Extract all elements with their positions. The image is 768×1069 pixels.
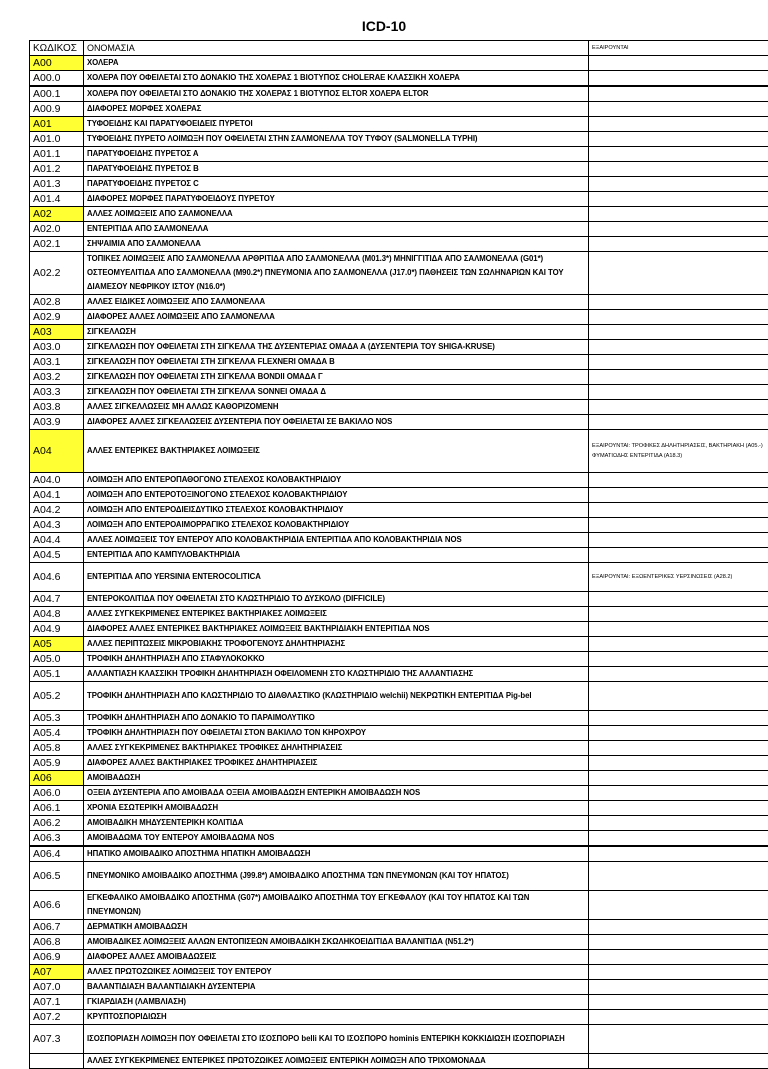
icd-table (29, 40, 768, 1069)
excluded-cell (589, 965, 768, 980)
category-row (30, 430, 768, 473)
code-cell: A06.2 (30, 816, 84, 831)
excluded-cell (589, 71, 768, 87)
table-row (30, 1054, 768, 1069)
name-cell: ΑΛΛΕΣ ΕΝΤΕΡΙΚΕΣ ΒΑΚΤΗΡΙΑΚΕΣ ΛΟΙΜΩΞΕΙΣ (84, 430, 589, 473)
name-cell: ΧΟΛΕΡΑ (84, 56, 589, 71)
document-title: ICD-10 (0, 18, 768, 34)
name-cell: ΚΡΥΠΤΟΣΠΟΡΙΔΙΩΣΗ (84, 1010, 589, 1025)
name-cell: ΕΓΚΕΦΑΛΙΚΟ ΑΜΟΙΒΑΔΙΚΟ ΑΠΟΣΤΗΜΑ (G07*) ΑΜΟΙΒΑΔΙΚΟ ΑΠΟΣΤΗΜΑ ΤΟΥ ΕΓΚΕΦΑΛΟΥ (ΚΑΙ ΤΟΥ ΗΠΑΤΟΣ ΚΑΙ ΤΩΝ ΠΝΕΥΜΟΝΩΝ) (84, 891, 589, 920)
header-excluded: ΕΞΑΙΡΟΥΝΤΑΙ (589, 41, 768, 56)
name-cell: ΑΛΛΕΣ ΣΥΓΚΕΚΡΙΜΕΝΕΣ ΕΝΤΕΡΙΚΕΣ ΠΡΩΤΟΖΩΙΚΕΣ ΛΟΙΜΩΞΕΙΣ ΕΝΤΕΡΙΚΗ ΛΟΙΜΩΞΗ ΑΠΟ ΤΡΙΧΟΜΟΝΑΔΑ (84, 1054, 589, 1069)
category-row (30, 771, 768, 786)
excluded-cell (589, 310, 768, 325)
name-cell: ΑΛΛΑΝΤΙΑΣΗ ΚΛΑΣΣΙΚΗ ΤΡΟΦΙΚΗ ΔΗΛΗΤΗΡΙΑΣΗ ΟΦΕΙΛΟΜΕΝΗ ΣΤΟ ΚΛΩΣΤΗΡΙΔΙΟ ΤΗΣ ΑΛΛΑΝΤΙΑΣΗΣ (84, 667, 589, 682)
table-row (30, 891, 768, 920)
code-cell: A01.0 (30, 132, 84, 147)
code-cell: A02 (30, 207, 84, 222)
table-row (30, 980, 768, 995)
excluded-cell (589, 177, 768, 192)
table-row (30, 801, 768, 816)
name-cell: ΤΡΟΦΙΚΗ ΔΗΛΗΤΗΡΙΑΣΗ ΑΠΟ ΔΟΝΑΚΙΟ ΤΟ ΠΑΡΑΙΜΟΛΥΤΙΚΟ (84, 711, 589, 726)
table-row (30, 935, 768, 950)
table-row (30, 385, 768, 400)
code-cell: A05.1 (30, 667, 84, 682)
code-cell: A07 (30, 965, 84, 980)
excluded-cell (589, 1054, 768, 1069)
name-cell: ΑΛΛΕΣ ΛΟΙΜΩΞΕΙΣ ΤΟΥ ΕΝΤΕΡΟΥ ΑΠΟ ΚΟΛΟΒΑΚΤΗΡΙΔΙΑ ΕΝΤΕΡΙΤΙΔΑ ΑΠΟ ΚΟΛΟΒΑΚΤΗΡΙΔΙΑ NOS (84, 533, 589, 548)
table-row (30, 355, 768, 370)
name-cell: ΑΜΟΙΒΑΔΙΚΗ ΜΗΔΥΣΕΝΤΕΡΙΚΗ ΚΟΛΙΤΙΔΑ (84, 816, 589, 831)
name-cell: ΙΣΟΣΠΟΡΙΑΣΗ ΛΟΙΜΩΞΗ ΠΟΥ ΟΦΕΙΛΕΤΑΙ ΣΤΟ ΙΣΟΣΠΟΡΟ belli ΚΑΙ ΤΟ ΙΣΟΣΠΟΡΟ hominis ΕΝΤΕΡΙΚΗ ΚΟΚΚΙΔΙΩΣΗ ΙΣΟΣΠΟΡΙΑΣΗ (84, 1025, 589, 1054)
excluded-cell (589, 935, 768, 950)
header-code: ΚΩΔΙΚΟΣ (30, 41, 84, 56)
name-cell: ΛΟΙΜΩΞΗ ΑΠΟ ΕΝΤΕΡΟΑΙΜΟΡΡΑΓΙΚΟ ΣΤΕΛΕΧΟΣ ΚΟΛΟΒΑΚΤΗΡΙΔΙΟΥ (84, 518, 589, 533)
name-cell: ΤΡΟΦΙΚΗ ΔΗΛΗΤΗΡΙΑΣΗ ΑΠΟ ΣΤΑΦΥΛΟΚΟΚΚΟ (84, 652, 589, 667)
excluded-cell (589, 473, 768, 488)
table-row (30, 310, 768, 325)
excluded-cell (589, 56, 768, 71)
code-cell (30, 1054, 84, 1069)
name-cell: ΑΛΛΕΣ ΕΙΔΙΚΕΣ ΛΟΙΜΩΞΕΙΣ ΑΠΟ ΣΑΛΜΟΝΕΛΛΑ (84, 295, 589, 310)
excluded-cell (589, 607, 768, 622)
table-row (30, 295, 768, 310)
code-cell: A00.1 (30, 86, 84, 102)
excluded-cell (589, 980, 768, 995)
table-row (30, 592, 768, 607)
code-cell: A06 (30, 771, 84, 786)
code-cell: A05.0 (30, 652, 84, 667)
code-cell: A03.0 (30, 340, 84, 355)
name-cell: ΣΙΓΚΕΛΛΩΣΗ ΠΟΥ ΟΦΕΙΛΕΤΑΙ ΣΤΗ ΣΙΓΚΕΛΛΑ FLEXNERI ΟΜΑΔΑ Β (84, 355, 589, 370)
name-cell: ΛΟΙΜΩΞΗ ΑΠΟ ΕΝΤΕΡΟΠΑΘΟΓΟΝΟ ΣΤΕΛΕΧΟΣ ΚΟΛΟΒΑΚΤΗΡΙΔΙΟΥ (84, 473, 589, 488)
name-cell: ΗΠΑΤΙΚΟ ΑΜΟΙΒΑΔΙΚΟ ΑΠΟΣΤΗΜΑ ΗΠΑΤΙΚΗ ΑΜΟΙΒΑΔΩΣΗ (84, 846, 589, 862)
table-row (30, 415, 768, 430)
code-cell: A00.9 (30, 102, 84, 117)
code-cell: A01.4 (30, 192, 84, 207)
code-cell: A04.3 (30, 518, 84, 533)
category-row (30, 117, 768, 132)
code-cell: A05.4 (30, 726, 84, 741)
category-row (30, 965, 768, 980)
table-row (30, 1025, 768, 1054)
excluded-cell (589, 862, 768, 891)
excluded-cell (589, 162, 768, 177)
excluded-cell (589, 400, 768, 415)
code-cell: A06.0 (30, 786, 84, 801)
table-row (30, 488, 768, 503)
code-cell: A03.9 (30, 415, 84, 430)
name-cell: ΣΙΓΚΕΛΛΩΣΗ (84, 325, 589, 340)
code-cell: A01.1 (30, 147, 84, 162)
excluded-cell (589, 488, 768, 503)
table-row (30, 132, 768, 147)
table-row (30, 652, 768, 667)
excluded-cell: ΕΞΑΙΡΟΥΝΤΑΙ: ΤΡΟΦΙΚΕΣ ΔΗΛΗΤΗΡΙΑΣΕΙΣ, ΒΑΚΤΗΡΙΑΚΗ (Α05.-) ΦΥΜΑΤΙΩΔΗΣ ΕΝΤΕΡΙΤΙΔΑ (Α18.3) (589, 430, 768, 473)
code-cell: A06.9 (30, 950, 84, 965)
code-cell: A05.3 (30, 711, 84, 726)
table-row (30, 862, 768, 891)
code-cell: A06.7 (30, 920, 84, 935)
code-cell: A05.8 (30, 741, 84, 756)
excluded-cell (589, 340, 768, 355)
excluded-cell (589, 801, 768, 816)
name-cell: ΒΑΛΑΝΤΙΔΙΑΣΗ ΒΑΛΑΝΤΙΔΙΑΚΗ ΔΥΣΕΝΤΕΡΙΑ (84, 980, 589, 995)
code-cell: A04.7 (30, 592, 84, 607)
table-row (30, 548, 768, 563)
code-cell: A02.9 (30, 310, 84, 325)
name-cell: ΓΚΙΑΡΔΙΑΣΗ (ΛΑΜΒΛΙΑΣΗ) (84, 995, 589, 1010)
table-row (30, 222, 768, 237)
table-row (30, 950, 768, 965)
excluded-cell (589, 652, 768, 667)
name-cell: ΔΙΑΦΟΡΕΣ ΜΟΡΦΕΣ ΧΟΛΕΡΑΣ (84, 102, 589, 117)
name-cell: ΑΛΛΕΣ ΣΥΓΚΕΚΡΙΜΕΝΕΣ ΕΝΤΕΡΙΚΕΣ ΒΑΚΤΗΡΙΑΚΕΣ ΛΟΙΜΩΞΕΙΣ (84, 607, 589, 622)
excluded-cell (589, 667, 768, 682)
name-cell: ΧΡΟΝΙΑ ΕΣΩΤΕΡΙΚΗ ΑΜΟΙΒΑΔΩΣΗ (84, 801, 589, 816)
name-cell: ΠΑΡΑΤΥΦΟΕΙΔΗΣ ΠΥΡΕΤΟΣ Α (84, 147, 589, 162)
excluded-cell (589, 252, 768, 295)
code-cell: A04.5 (30, 548, 84, 563)
table-row (30, 340, 768, 355)
name-cell: ΛΟΙΜΩΞΗ ΑΠΟ ΕΝΤΕΡΟΔΙΕΙΣΔΥΤΙΚΟ ΣΤΕΛΕΧΟΣ ΚΟΛΟΒΑΚΤΗΡΙΔΙΟΥ (84, 503, 589, 518)
excluded-cell (589, 355, 768, 370)
name-cell: ΑΛΛΕΣ ΣΥΓΚΕΚΡΙΜΕΝΕΣ ΒΑΚΤΗΡΙΑΚΕΣ ΤΡΟΦΙΚΕΣ ΔΗΛΗΤΗΡΙΑΣΕΙΣ (84, 741, 589, 756)
name-cell: ΠΑΡΑΤΥΦΟΕΙΔΗΣ ΠΥΡΕΤΟΣ C (84, 177, 589, 192)
excluded-cell (589, 920, 768, 935)
excluded-cell (589, 1025, 768, 1054)
name-cell: ΣΙΓΚΕΛΛΩΣΗ ΠΟΥ ΟΦΕΙΛΕΤΑΙ ΣΤΗ ΣΙΓΚΕΛΛΑ ΤΗΣ ΔΥΣΕΝΤΕΡΙΑΣ ΟΜΑΔΑ Α (ΔΥΣΕΝΤΕΡΙΑ ΤΟΥ SHIGA-KRUSE) (84, 340, 589, 355)
name-cell: ΔΙΑΦΟΡΕΣ ΑΛΛΕΣ ΛΟΙΜΩΞΕΙΣ ΑΠΟ ΣΑΛΜΟΝΕΛΛΑ (84, 310, 589, 325)
table-row (30, 563, 768, 592)
excluded-cell (589, 771, 768, 786)
table-row (30, 400, 768, 415)
name-cell: ΔΙΑΦΟΡΕΣ ΑΛΛΕΣ ΕΝΤΕΡΙΚΕΣ ΒΑΚΤΗΡΙΑΚΕΣ ΛΟΙΜΩΞΕΙΣ ΒΑΚΤΗΡΙΔΙΑΚΗ ΕΝΤΕΡΙΤΙΔΑ NOS (84, 622, 589, 637)
code-cell: A03.8 (30, 400, 84, 415)
name-cell: ΤΥΦΟΕΙΔΗΣ ΠΥΡΕΤΟ ΛΟΙΜΩΞΗ ΠΟΥ ΟΦΕΙΛΕΤΑΙ ΣΤΗΝ ΣΑΛΜΟΝΕΛΛΑ ΤΟΥ ΤΥΦΟΥ (SALMONELLA TYPHI) (84, 132, 589, 147)
code-cell: A04.8 (30, 607, 84, 622)
table-row (30, 726, 768, 741)
code-cell: A03 (30, 325, 84, 340)
code-cell: A04 (30, 430, 84, 473)
excluded-cell (589, 385, 768, 400)
table-row (30, 192, 768, 207)
name-cell: ΔΙΑΦΟΡΕΣ ΑΛΛΕΣ ΑΜΟΙΒΑΔΩΣΕΙΣ (84, 950, 589, 965)
category-row (30, 207, 768, 222)
table-row (30, 473, 768, 488)
code-cell: A05.9 (30, 756, 84, 771)
table-row (30, 102, 768, 117)
excluded-cell (589, 237, 768, 252)
table-row (30, 711, 768, 726)
table-row (30, 667, 768, 682)
name-cell: ΟΞΕΙΑ ΔΥΣΕΝΤΕΡΙΑ ΑΠΟ ΑΜΟΙΒΑΔΑ ΟΞΕΙΑ ΑΜΟΙΒΑΔΩΣΗ ΕΝΤΕΡΙΚΗ ΑΜΟΙΒΑΔΩΣΗ NOS (84, 786, 589, 801)
name-cell: ΑΛΛΕΣ ΛΟΙΜΩΞΕΙΣ ΑΠΟ ΣΑΛΜΟΝΕΛΛΑ (84, 207, 589, 222)
excluded-cell (589, 370, 768, 385)
excluded-cell (589, 102, 768, 117)
excluded-cell (589, 132, 768, 147)
code-cell: A07.2 (30, 1010, 84, 1025)
excluded-cell (589, 192, 768, 207)
table-row (30, 786, 768, 801)
name-cell: ΕΝΤΕΡΟΚΟΛΙΤΙΔΑ ΠΟΥ ΟΦΕΙΛΕΤΑΙ ΣΤΟ ΚΛΩΣΤΗΡΙΔΙΟ ΤΟ ΔΥΣΚΟΛΟ (DIFFICILE) (84, 592, 589, 607)
name-cell: ΕΝΤΕΡΙΤΙΔΑ ΑΠΟ ΣΑΛΜΟΝΕΛΛΑ (84, 222, 589, 237)
excluded-cell (589, 147, 768, 162)
code-cell: A04.9 (30, 622, 84, 637)
table-row (30, 162, 768, 177)
table-row (30, 831, 768, 847)
name-cell: ΤΡΟΦΙΚΗ ΔΗΛΗΤΗΡΙΑΣΗ ΠΟΥ ΟΦΕΙΛΕΤΑΙ ΣΤΟΝ ΒΑΚΙΛΛΟ ΤΟΝ ΚΗΡΟΧΡΟΥ (84, 726, 589, 741)
code-cell: A04.6 (30, 563, 84, 592)
name-cell: ΧΟΛΕΡΑ ΠΟΥ ΟΦΕΙΛΕΤΑΙ ΣΤΟ ΔΟΝΑΚΙΟ ΤΗΣ ΧΟΛΕΡΑΣ 1 ΒΙΟΤΥΠΟΣ CHOLERAE ΚΛΑΣΣΙΚΗ ΧΟΛΕΡΑ (84, 71, 589, 87)
code-cell: A04.2 (30, 503, 84, 518)
code-cell: A06.3 (30, 831, 84, 847)
excluded-cell (589, 325, 768, 340)
code-cell: A01.3 (30, 177, 84, 192)
name-cell: ΤΟΠΙΚΕΣ ΛΟΙΜΩΞΕΙΣ ΑΠΟ ΣΑΛΜΟΝΕΛΛΑ ΑΡΘΡΙΤΙΔΑ ΑΠΟ ΣΑΛΜΟΝΕΛΛΑ (M01.3*) ΜΗΝΙΓΓΙΤΙΔΑ ΑΠΟ ΣΑΛΜΟΝΕΛΛΑ (G01*) ΟΣΤΕΟΜΥΕΛΙΤΙΔΑ ΑΠΟ ΣΑΛΜΟΝΕΛΛΑ (M90.2*) ΠΝΕΥΜΟΝΙΑ ΑΠΟ ΣΑΛΜΟΝΕΛΛΑ (J17.0*) ΠΑΘΗΣΕΙΣ ΤΩΝ ΣΩΛΗΝΑΡΙΩΝ ΚΑΙ ΤΟΥ ΔΙΑΜΕΣΟΥ ΝΕΦΡΙΚΟΥ ΙΣΤΟΥ (N16.0*) (84, 252, 589, 295)
code-cell: A06.4 (30, 846, 84, 862)
table-row (30, 370, 768, 385)
category-row (30, 637, 768, 652)
excluded-cell (589, 741, 768, 756)
table-row (30, 682, 768, 711)
excluded-cell (589, 415, 768, 430)
table-row (30, 177, 768, 192)
name-cell: ΔΙΑΦΟΡΕΣ ΑΛΛΕΣ ΣΙΓΚΕΛΛΩΣΕΙΣ ΔΥΣΕΝΤΕΡΙΑ ΠΟΥ ΟΦΕΙΛΕΤΑΙ ΣΕ ΒΑΚΙΛΛΟ NOS (84, 415, 589, 430)
header-name: ΟΝΟΜΑΣΙΑ (84, 41, 589, 56)
code-cell: A07.1 (30, 995, 84, 1010)
table-header-row (30, 41, 768, 56)
code-cell: A01.2 (30, 162, 84, 177)
category-row (30, 56, 768, 71)
table-row (30, 622, 768, 637)
table-row (30, 533, 768, 548)
code-cell: A06.1 (30, 801, 84, 816)
code-cell: A06.6 (30, 891, 84, 920)
excluded-cell (589, 682, 768, 711)
excluded-cell (589, 786, 768, 801)
name-cell: ΑΛΛΕΣ ΠΡΩΤΟΖΩΙΚΕΣ ΛΟΙΜΩΞΕΙΣ ΤΟΥ ΕΝΤΕΡΟΥ (84, 965, 589, 980)
name-cell: ΛΟΙΜΩΞΗ ΑΠΟ ΕΝΤΕΡΟΤΟΞΙΝΟΓΟΝΟ ΣΤΕΛΕΧΟΣ ΚΟΛΟΒΑΚΤΗΡΙΔΙΟΥ (84, 488, 589, 503)
table-row (30, 920, 768, 935)
excluded-cell (589, 816, 768, 831)
name-cell: ΔΙΑΦΟΡΕΣ ΑΛΛΕΣ ΒΑΚΤΗΡΙΑΚΕΣ ΤΡΟΦΙΚΕΣ ΔΗΛΗΤΗΡΙΑΣΕΙΣ (84, 756, 589, 771)
code-cell: A02.0 (30, 222, 84, 237)
code-cell: A03.3 (30, 385, 84, 400)
excluded-cell (589, 207, 768, 222)
code-cell: A07.3 (30, 1025, 84, 1054)
code-cell: A03.2 (30, 370, 84, 385)
table-row (30, 147, 768, 162)
excluded-cell (589, 950, 768, 965)
name-cell: ΔΙΑΦΟΡΕΣ ΜΟΡΦΕΣ ΠΑΡΑΤΥΦΟΕΙΔΟΥΣ ΠΥΡΕΤΟΥ (84, 192, 589, 207)
code-cell: A01 (30, 117, 84, 132)
code-cell: A05 (30, 637, 84, 652)
table-row (30, 237, 768, 252)
code-cell: A06.5 (30, 862, 84, 891)
table-row (30, 995, 768, 1010)
excluded-cell (589, 592, 768, 607)
table-row (30, 741, 768, 756)
name-cell: ΑΜΟΙΒΑΔΙΚΕΣ ΛΟΙΜΩΞΕΙΣ ΑΛΛΩΝ ΕΝΤΟΠΙΣΕΩΝ ΑΜΟΙΒΑΔΙΚΗ ΣΚΩΛΗΚΟΕΙΔΙΤΙΔΑ ΒΑΛΑΝΙΤΙΔΑ (N51.2*) (84, 935, 589, 950)
excluded-cell (589, 533, 768, 548)
name-cell: ΕΝΤΕΡΙΤΙΔΑ ΑΠΟ ΚΑΜΠΥΛΟΒΑΚΤΗΡΙΔΙΑ (84, 548, 589, 563)
code-cell: A02.2 (30, 252, 84, 295)
name-cell: ΠΑΡΑΤΥΦΟΕΙΔΗΣ ΠΥΡΕΤΟΣ Β (84, 162, 589, 177)
table-row (30, 756, 768, 771)
excluded-cell (589, 117, 768, 132)
excluded-cell (589, 756, 768, 771)
excluded-cell (589, 637, 768, 652)
code-cell: A00.0 (30, 71, 84, 87)
table-row (30, 86, 768, 102)
name-cell: ΕΝΤΕΡΙΤΙΔΑ ΑΠΟ YERSINIA ENTEROCOLITICA (84, 563, 589, 592)
table-row (30, 846, 768, 862)
table-row (30, 607, 768, 622)
code-cell: A05.2 (30, 682, 84, 711)
code-cell: A02.8 (30, 295, 84, 310)
name-cell: ΣΙΓΚΕΛΛΩΣΗ ΠΟΥ ΟΦΕΙΛΕΤΑΙ ΣΤΗ ΣΙΓΚΕΛΛΑ SONNEI ΟΜΑΔΑ Δ (84, 385, 589, 400)
table-row (30, 1010, 768, 1025)
excluded-cell (589, 295, 768, 310)
excluded-cell (589, 222, 768, 237)
table-row (30, 503, 768, 518)
name-cell: ΧΟΛΕΡΑ ΠΟΥ ΟΦΕΙΛΕΤΑΙ ΣΤΟ ΔΟΝΑΚΙΟ ΤΗΣ ΧΟΛΕΡΑΣ 1 ΒΙΟΤΥΠΟΣ ELTOR ΧΟΛΕΡΑ ELTOR (84, 86, 589, 102)
name-cell: ΤΥΦΟΕΙΔΗΣ ΚΑΙ ΠΑΡΑΤΥΦΟΕΙΔΕΙΣ ΠΥΡΕΤΟΙ (84, 117, 589, 132)
excluded-cell (589, 995, 768, 1010)
excluded-cell (589, 548, 768, 563)
excluded-cell (589, 518, 768, 533)
name-cell: ΑΜΟΙΒΑΔΩΜΑ ΤΟΥ ΕΝΤΕΡΟΥ ΑΜΟΙΒΑΔΩΜΑ NOS (84, 831, 589, 847)
excluded-cell (589, 711, 768, 726)
code-cell: A04.1 (30, 488, 84, 503)
name-cell: ΠΝΕΥΜΟΝΙΚΟ ΑΜΟΙΒΑΔΙΚΟ ΑΠΟΣΤΗΜΑ (J99.8*) ΑΜΟΙΒΑΔΙΚΟ ΑΠΟΣΤΗΜΑ ΤΩΝ ΠΝΕΥΜΟΝΩΝ (ΚΑΙ ΤΟΥ ΗΠΑΤΟΣ) (84, 862, 589, 891)
excluded-cell (589, 726, 768, 741)
name-cell: ΑΜΟΙΒΑΔΩΣΗ (84, 771, 589, 786)
table-row (30, 816, 768, 831)
code-cell: A06.8 (30, 935, 84, 950)
code-cell: A03.1 (30, 355, 84, 370)
table-row (30, 71, 768, 87)
code-cell: A00 (30, 56, 84, 71)
name-cell: ΔΕΡΜΑΤΙΚΗ ΑΜΟΙΒΑΔΩΣΗ (84, 920, 589, 935)
table-row (30, 252, 768, 295)
name-cell: ΤΡΟΦΙΚΗ ΔΗΛΗΤΗΡΙΑΣΗ ΑΠΟ ΚΛΩΣΤΗΡΙΔΙΟ ΤΟ ΔΙΑΘΛΑΣΤΙΚΟ (ΚΛΩΣΤΗΡΙΔΙΟ welchii) ΝΕΚΡΩΤΙΚΗ ΕΝΤΕΡΙΤΙΔΑ Pig-bel (84, 682, 589, 711)
excluded-cell (589, 622, 768, 637)
excluded-cell (589, 846, 768, 862)
code-cell: A07.0 (30, 980, 84, 995)
excluded-cell (589, 891, 768, 920)
code-cell: A02.1 (30, 237, 84, 252)
excluded-cell (589, 831, 768, 847)
excluded-cell (589, 503, 768, 518)
name-cell: ΣΗΨΑΙΜΙΑ ΑΠΟ ΣΑΛΜΟΝΕΛΛΑ (84, 237, 589, 252)
excluded-cell: ΕΞΑΙΡΟΥΝΤΑΙ: ΕΞΩΕΝΤΕΡΙΚΕΣ ΥΕΡΣΙΝΩΣΕΙΣ (Α28.2) (589, 563, 768, 592)
excluded-cell (589, 86, 768, 102)
name-cell: ΣΙΓΚΕΛΛΩΣΗ ΠΟΥ ΟΦΕΙΛΕΤΑΙ ΣΤΗ ΣΙΓΚΕΛΛΑ BONDII ΟΜΑΔΑ Γ (84, 370, 589, 385)
excluded-cell (589, 1010, 768, 1025)
table-row (30, 518, 768, 533)
name-cell: ΑΛΛΕΣ ΠΕΡΙΠΤΩΣΕΙΣ ΜΙΚΡΟΒΙΑΚΗΣ ΤΡΟΦΟΓΕΝΟΥΣ ΔΗΛΗΤΗΡΙΑΣΗΣ (84, 637, 589, 652)
name-cell: ΑΛΛΕΣ ΣΙΓΚΕΛΛΩΣΕΙΣ ΜΗ ΑΛΛΩΣ ΚΑΘΟΡΙΖΟΜΕΝΗ (84, 400, 589, 415)
code-cell: A04.0 (30, 473, 84, 488)
code-cell: A04.4 (30, 533, 84, 548)
category-row (30, 325, 768, 340)
